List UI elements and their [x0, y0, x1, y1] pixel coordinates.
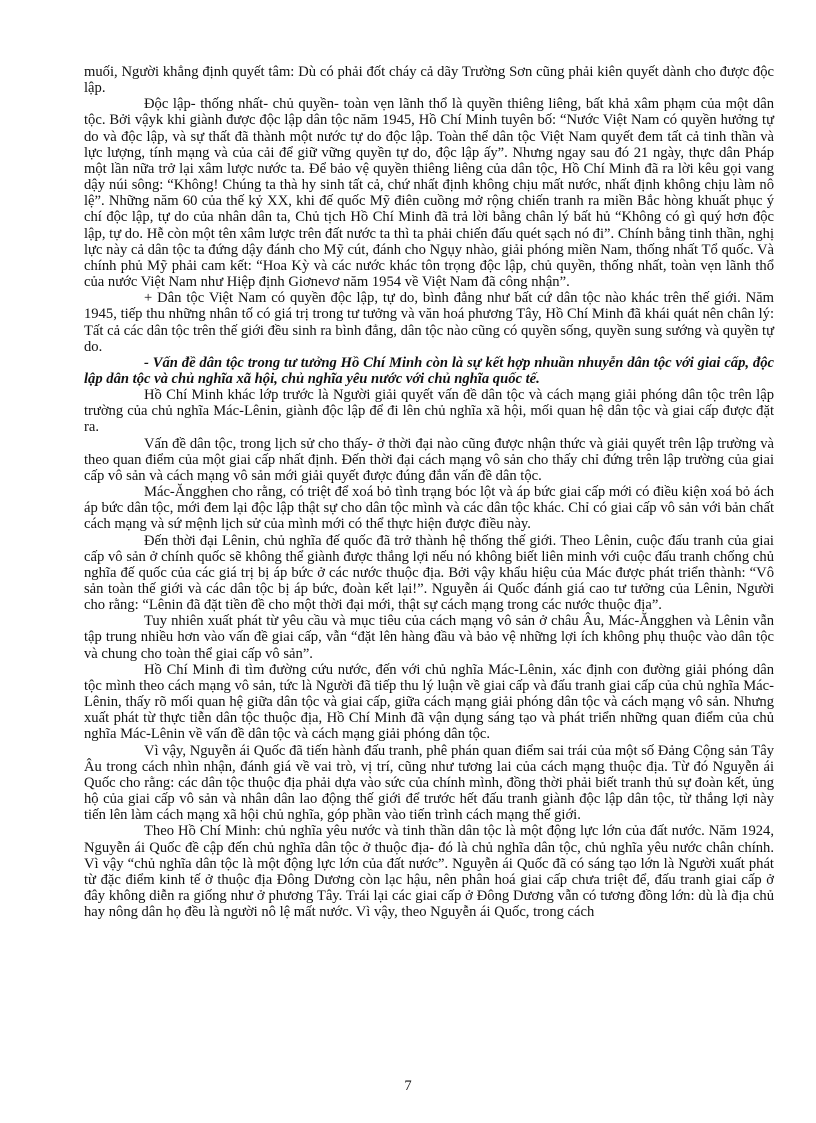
paragraph-12: Theo Hồ Chí Minh: chủ nghĩa yêu nước và tinh thần dân tộc là một động lực lớn của đất nước. Năm 1924, Nguyễn ái Quốc đề cập đến chủ nghĩa dân tộc ở thuộc địa- đó là chủ nghĩa dân tộc, chủ nghĩa yêu nước chân chính. Vì vậy “chủ nghĩa dân tộc là một động lực lớn của đất nước”. Nguyễn ái Quốc đã có sáng tạo lớn là Người xuất phát từ đặc điểm kinh tế ở thuộc địa Đông Dương còn lạc hậu, nên phân hoá giai cấp chưa triệt để, đấu tranh giai cấp ở đây không diễn ra giống như ở phương Tây. Trái lại các giai cấp ở Đông Dương vẫn có tương đồng lớn: dù là địa chủ hay nông dân họ đều là người nô lệ mất nước. Vì vậy, theo Nguyễn ái Quốc, trong cách [84, 823, 774, 921]
paragraph-11: Vì vậy, Nguyễn ái Quốc đã tiến hành đấu tranh, phê phán quan điểm sai trái của một số Đảng Cộng sản Tây Âu trong cách nhìn nhận, đánh giá về vai trò, vị trí, cũng như tương lai của cách mạng thuộc địa. Từ đó Nguyễn ái Quốc cho rằng: các dân tộc thuộc địa phải dựa vào sức của chính mình, đồng thời phải biết tranh thủ sự đoàn kết, ủng hộ của giai cấp vô sản và nhân dân lao động thế giới để trước hết đấu tranh giành độc lập dân tộc, từ thắng lợi này tiến lên làm cách mạng xã hội chủ nghĩa, góp phần vào tiến trình cách mạng thế giới. [84, 742, 774, 824]
paragraph-8: Đến thời đại Lênin, chủ nghĩa đế quốc đã trở thành hệ thống thế giới. Theo Lênin, cuộc đấu tranh của giai cấp vô sản ở chính quốc sẽ không thể giành được thắng lợi nếu nó không biết liên minh với cuộc đấu tranh chống chủ nghĩa đế quốc của các giá trị bị áp bức ở các nước thuộc địa. Bởi vậy khẩu hiệu của Mác được phát triển thành: “Vô sản toàn thế giới và các dân tộc bị áp bức, đoàn kết lại!”. Nguyễn ái Quốc đánh giá cao tư tưởng của Lênin, Người cho rằng: “Lênin đã đặt tiền đề cho một thời đại mới, thật sự cách mạng trong các nước thuộc địa”. [84, 532, 774, 614]
paragraph-5: Hồ Chí Minh khác lớp trước là Người giải quyết vấn đề dân tộc và cách mạng giải phóng dân tộc trên lập trường của chủ nghĩa Mác-Lênin, giành độc lập để đi lên chủ nghĩa xã hội, mối quan hệ dân tộc và giai cấp được đặt ra. [84, 387, 774, 436]
page-number: 7 [404, 1078, 412, 1094]
paragraph-3: + Dân tộc Việt Nam có quyền độc lập, tự do, bình đẳng như bất cứ dân tộc nào khác trên thế giới. Năm 1945, tiếp thu những nhân tố có giá trị trong tư tưởng và văn hoá phương Tây, Hồ Chí Minh đã khái quát nên chân lý: Tất cả các dân tộc trên thế giới đều sinh ra bình đẳng, dân tộc nào cũng có quyền sống, quyền sung sướng và quyền tự do. [84, 290, 774, 355]
paragraph-1: muối, Người khẳng định quyết tâm: Dù có phải đốt cháy cả dãy Trường Sơn cũng phải kiên quyết dành cho được độc lập. [84, 64, 774, 97]
paragraph-9: Tuy nhiên xuất phát từ yêu cầu và mục tiêu của cách mạng vô sản ở châu Âu, Mác-Ăngghen và Lênin vẫn tập trung nhiều hơn vào vấn đề giai cấp, vẫn “đặt lên hàng đầu và bảo vệ những lợi ích không phụ thuộc vào dân tộc và chung cho toàn thể giai cấp vô sản”. [84, 613, 774, 662]
paragraph-7: Mác-Ăngghen cho rằng, có triệt để xoá bỏ tình trạng bóc lột và áp bức giai cấp mới có điều kiện xoá bỏ ách áp bức dân tộc, mới đem lại độc lập thật sự cho dân tộc mình và các dân tộc khác. Chỉ có giai cấp vô sản với bản chất cách mạng và sứ mệnh lịch sử của mình mới có thể thực hiện được điều này. [84, 484, 774, 533]
paragraph-2: Độc lập- thống nhất- chủ quyền- toàn vẹn lãnh thổ là quyền thiêng liêng, bất khả xâm phạm của một dân tộc. Bởi vậyk khi giành được độc lập dân tộc năm 1945, Hồ Chí Minh tuyên bố: “Nước Việt Nam có quyền hưởng tự do và độc lập, và sự thất đã thành một nước tự do độc lập. Toàn thể dân tộc Việt Nam quyết đem tất cả tinh thần và lực lượng, tính mạng và của cải để giữ vững quyền tự do, độc lập ấy”. Nhưng ngay sau đó 21 ngày, thực dân Pháp một lần nữa trở lại xâm lược nước ta. Để bảo vệ quyền thiêng liêng của dân tộc, Hồ Chí Minh đã ra lời kêu gọi vang dậy núi sông: “Không! Chúng ta thà hy sinh tất cả, chứ nhất định không chịu mất nước, nhất định không chịu làm nô lệ”. Những năm 60 của thế kỷ XX, khi đế quốc Mỹ điên cuồng mở rộng chiến tranh ra miền Bắc hòng khuất phục ý chí độc lập, tự do của nhân dân ta, Chủ tịch Hồ Chí Minh đã trả lời bằng chân lý bất hủ “Không có gì quý hơn độc lập, tự do. Hễ còn một tên xâm lược trên đất nước ta thì ta phải chiến đấu quét sạch nó đi”. Chính bằng tinh thần, nghị lực này cả dân tộc ta đứng dậy đánh cho Mỹ cút, đánh cho Ngụy nhào, giải phóng miền Nam, thống nhất Tổ quốc. Và chính phủ Mỹ phải cam kết: “Hoa Kỳ và các nước khác tôn trọng độc lập, chủ quyền, thống nhất, toàn vẹn lãnh thổ của nước Việt Nam như Hiệp định Giơnevơ năm 1954 về Việt Nam đã công nhận”. [84, 96, 774, 291]
paragraph-10: Hồ Chí Minh đi tìm đường cứu nước, đến với chủ nghĩa Mác-Lênin, xác định con đường giải phóng dân tộc mình theo cách mạng vô sản, tức là Người đã tiếp thu lý luận về giai cấp và đấu tranh giai cấp của chủ nghĩa Mác-Lênin, thấy rõ mối quan hệ giữa dân tộc và giai cấp, giữa cách mạng giải phóng dân tộc và cách mạng vô sản. Nhưng xuất phát từ thực tiễn dân tộc thuộc địa, Hồ Chí Minh đã vận dụng sáng tạo và phát triển những quan điểm của chủ nghĩa Mác-Lênin về vấn đề dân tộc và cách mạng giải phóng dân tộc. [84, 661, 774, 743]
paragraph-6: Vấn đề dân tộc, trong lịch sử cho thấy- ở thời đại nào cũng được nhận thức và giải quyết trên lập trường và theo quan điểm của một giai cấp nhất định. Đến thời đại cách mạng vô sản cho thấy chỉ đứng trên lập trường của giai cấp vô sản và cách mạng vô sản mới giải quyết được đúng đắn vấn đề dân tộc. [84, 435, 774, 484]
section-heading: - Vấn đề dân tộc trong tư tưởng Hồ Chí Minh còn là sự kết hợp nhuần nhuyễn dân tộc với giai cấp, độc lập dân tộc và chủ nghĩa xã hội, chủ nghĩa yêu nước với chủ nghĩa quốc tế. [84, 354, 774, 387]
body-text [84, 64, 774, 920]
